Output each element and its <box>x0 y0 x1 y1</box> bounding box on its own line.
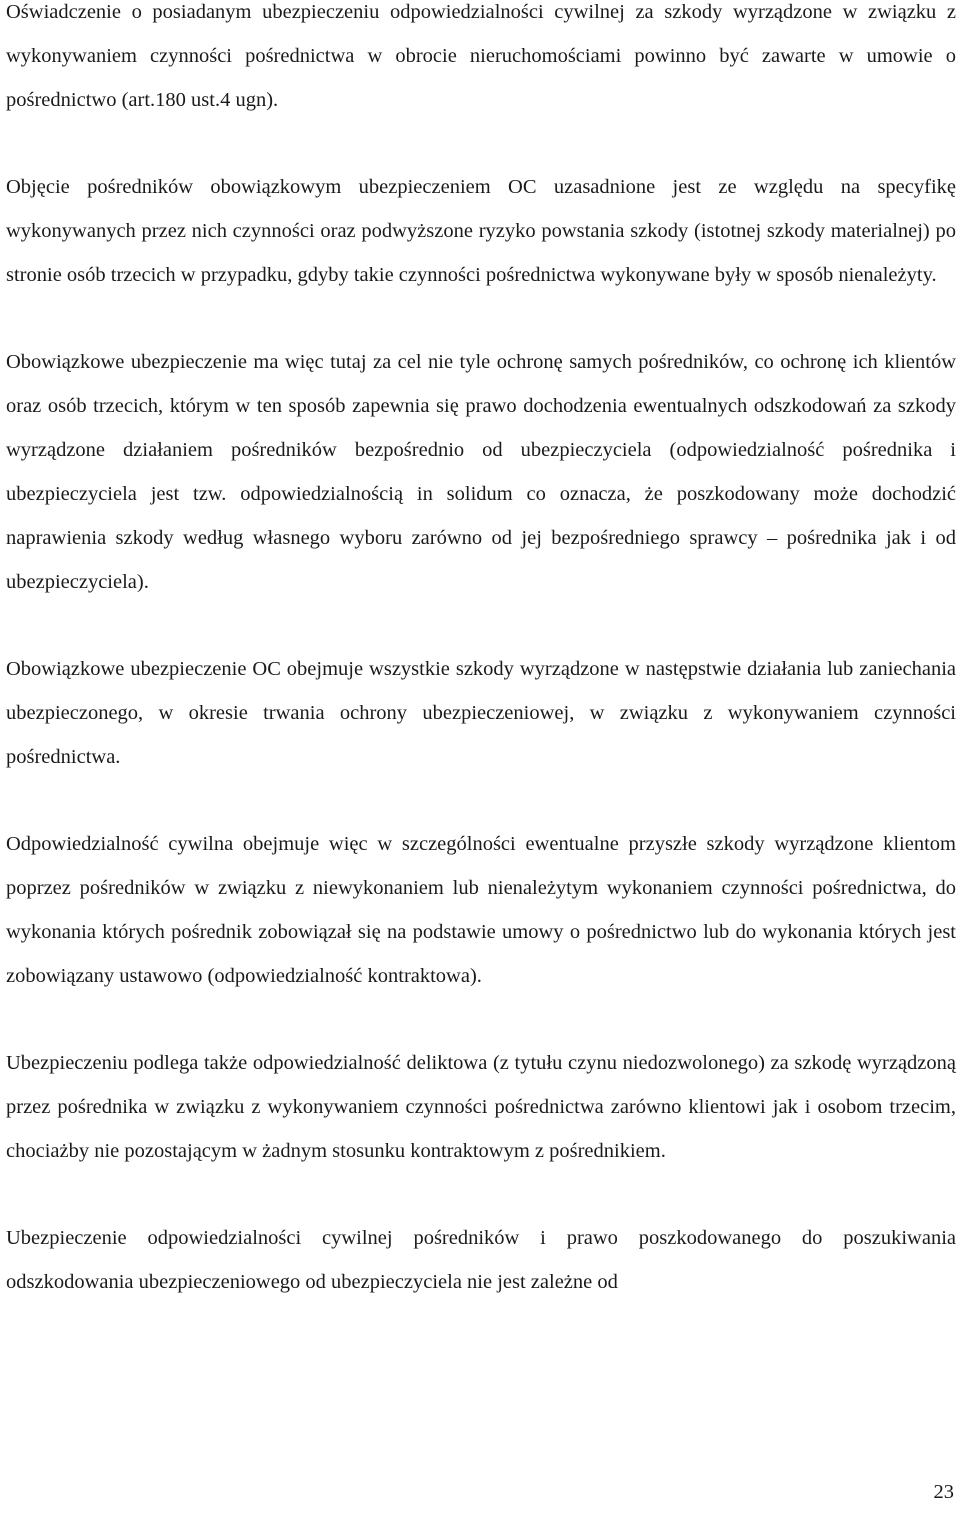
paragraph-mandatory-oc-justification: Objęcie pośredników obowiązkowym ubezpieczeniem OC uzasadnione jest ze względu na specyfikę wykonywanych przez nich czynności oraz podwyższone ryzyko powstania szkody (istotnej szkody materialnej) po stronie osób trzecich w przypadku, gdyby takie czynności pośrednictwa wykonywane były w sposób nienależyty. <box>6 176 956 286</box>
paragraph-spacer <box>6 998 956 1041</box>
page-number: 23 <box>933 1481 954 1503</box>
paragraph-spacer <box>6 604 956 647</box>
paragraph-oc-scope: Obowiązkowe ubezpieczenie OC obejmuje wszystkie szkody wyrządzone w następstwie działania lub zaniechania ubezpieczonego, w okresie trwania ochrony ubezpieczeniowej, w związku z wykonywaniem czynności pośrednictwa. <box>6 658 956 768</box>
document-page <box>6 0 956 1304</box>
paragraph-tort-liability: Ubezpieczeniu podlega także odpowiedzialność deliktowa (z tytułu czynu niedozwolonego) za szkodę wyrządzoną przez pośrednika w związku z wykonywaniem czynności pośrednictwa zarówno klientowi jak i osobom trzecim, chociażby nie pozostającym w żadnym stosunku kontraktowym z pośrednikiem. <box>6 1052 956 1162</box>
paragraph-spacer <box>6 1173 956 1216</box>
paragraph-contractual-liability: Odpowiedzialność cywilna obejmuje więc w szczególności ewentualne przyszłe szkody wyrządzone klientom poprzez pośredników w związku z niewykonaniem lub nienależytym wykonaniem czynności pośrednictwa, do wykonania których pośrednik zobowiązał się na podstawie umowy o pośrednictwo lub do wykonania których jest zobowiązany ustawowo (odpowiedzialność kontraktowa). <box>6 833 956 987</box>
paragraph-insurance-statement: Oświadczenie o posiadanym ubezpieczeniu odpowiedzialności cywilnej za szkody wyrządzone w związku z wykonywaniem czynności pośrednictwa w obrocie nieruchomościami powinno być zawarte w umowie o pośrednictwo (art.180 ust.4 ugn). <box>6 1 956 111</box>
paragraph-spacer <box>6 779 956 822</box>
paragraph-spacer <box>6 122 956 165</box>
paragraph-claim-independence: Ubezpieczenie odpowiedzialności cywilnej pośredników i prawo poszkodowanego do poszukiwania odszkodowania ubezpieczeniowego od ubezpieczyciela nie jest zależne od <box>6 1227 956 1293</box>
paragraph-insurance-purpose: Obowiązkowe ubezpieczenie ma więc tutaj za cel nie tyle ochronę samych pośredników, co ochronę ich klientów oraz osób trzecich, którym w ten sposób zapewnia się prawo dochodzenia ewentualnych odszkodowań za szkody wyrządzone działaniem pośredników bezpośrednio od ubezpieczyciela (odpowiedzialność pośrednika i ubezpieczyciela jest tzw. odpowiedzialnością in solidum co oznacza, że poszkodowany może dochodzić naprawienia szkody według własnego wyboru zarówno od jej bezpośredniego sprawcy – pośrednika jak i od ubezpieczyciela). <box>6 351 956 593</box>
paragraph-spacer <box>6 297 956 340</box>
